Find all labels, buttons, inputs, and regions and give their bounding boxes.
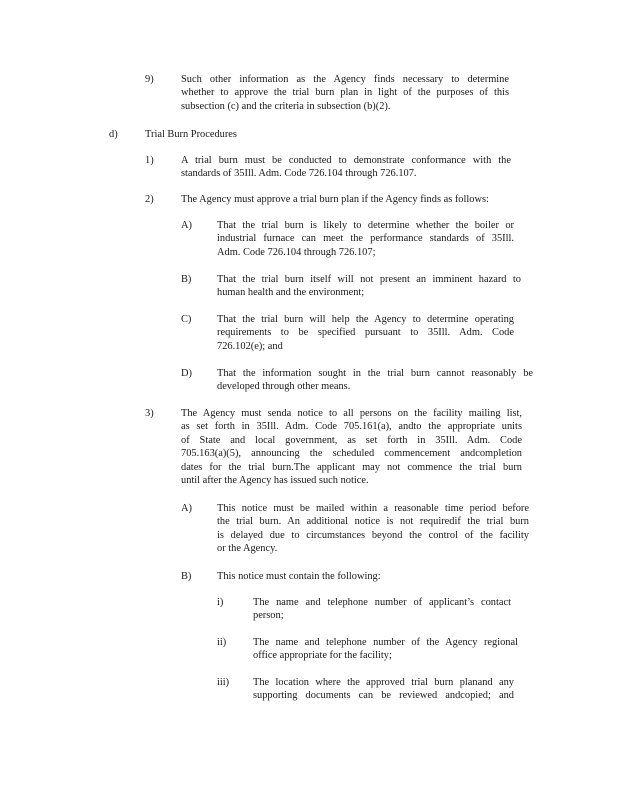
text-line: Adm. Code 726.104 through 726.107; (217, 246, 376, 258)
text-line: This notice must contain the following: (217, 571, 381, 582)
text-line: the trial burn. An additional notice is not requiredif the trial burn (217, 516, 529, 528)
text-line: 705.163(a)(5), announcing the scheduled commencement andcompletion (181, 448, 522, 460)
text-line: That the trial burn itself will not present an imminent hazard to (217, 274, 521, 285)
list-marker: d) (109, 129, 118, 140)
text-line: A trial burn must be conducted to demonstrate conformance with the (181, 155, 511, 166)
list-marker: ii) (217, 637, 227, 648)
list-marker: D) (181, 368, 192, 379)
item-text (253, 636, 518, 663)
list-marker: A) (181, 503, 192, 514)
list-marker: B) (181, 274, 192, 285)
item-text (217, 502, 529, 556)
text-line: is delayed due to circumstances beyond the control of the facility (217, 529, 529, 541)
text-line: 726.102(e); and (217, 340, 283, 352)
text-line: office appropriate for the facility; (253, 650, 392, 662)
text-line: The Agency must senda notice to all persons on the facility mailing list, (181, 408, 522, 419)
item-text (181, 73, 509, 113)
text-line: supporting documents can be reviewed andcopied; and (253, 690, 514, 702)
text-line: requirements to be specified pursuant to 35Ill. Adm. Code (217, 327, 514, 339)
list-marker: iii) (217, 677, 230, 688)
text-line: developed through other means. (217, 381, 351, 393)
item-text (217, 219, 514, 259)
text-line: as set forth in 35Ill. Adm. Code 705.161(a), andto the appropriate units (181, 421, 522, 433)
list-marker: A) (181, 220, 192, 231)
text-line: Such other information as the Agency finds necessary to determine (181, 74, 509, 85)
text-line: The location where the approved trial burn planand any (253, 677, 514, 688)
text-line: standards of 35Ill. Adm. Code 726.104 through 726.107. (181, 168, 417, 180)
text-line: subsection (c) and the criteria in subsection (b)(2). (181, 100, 391, 112)
list-marker: 3) (145, 408, 154, 419)
text-line: human health and the environment; (217, 287, 365, 299)
text-line: person; (253, 610, 284, 622)
text-line: whether to approve the trial burn plan in light of the purposes of this (181, 87, 509, 99)
text-line: until after the Agency has issued such notice. (181, 475, 369, 487)
text-line: dates for the trial burn.The applicant may not commence the trial burn (181, 461, 522, 473)
text-line: Trial Burn Procedures (145, 129, 237, 140)
list-marker: B) (181, 571, 192, 582)
list-marker: 1) (145, 155, 154, 166)
text-line: That the trial burn is likely to determine whether the boiler or (217, 220, 514, 231)
item-text (253, 676, 514, 703)
list-marker: C) (181, 314, 192, 325)
text-line: The name and telephone number of the Agency regional (253, 637, 518, 648)
text-line: industrial furnace can meet the performance standards of 35Ill. (217, 233, 514, 245)
text-line: or the Agency. (217, 543, 278, 555)
text-line: The Agency must approve a trial burn plan if the Agency finds as follows: (181, 194, 489, 205)
item-text (217, 367, 533, 394)
text-line: This notice must be mailed within a reasonable time period before (217, 503, 529, 514)
text-line: The name and telephone number of applicant’s contact (253, 597, 511, 608)
list-marker: 9) (145, 74, 154, 85)
item-text (253, 596, 511, 623)
item-text (217, 570, 417, 583)
item-text (217, 313, 514, 353)
text-line: of State and local government, as set forth in 35Ill. Adm. Code (181, 434, 522, 446)
item-text (181, 154, 511, 181)
list-marker: 2) (145, 194, 154, 205)
item-text (181, 407, 522, 487)
item-text (217, 273, 521, 300)
item-text (181, 193, 536, 206)
text-line: That the trial burn will help the Agency to determine operating (217, 314, 514, 325)
list-marker: i) (217, 597, 224, 608)
text-line: That the information sought in the trial burn cannot reasonably be (217, 368, 533, 379)
section-heading (145, 128, 345, 141)
